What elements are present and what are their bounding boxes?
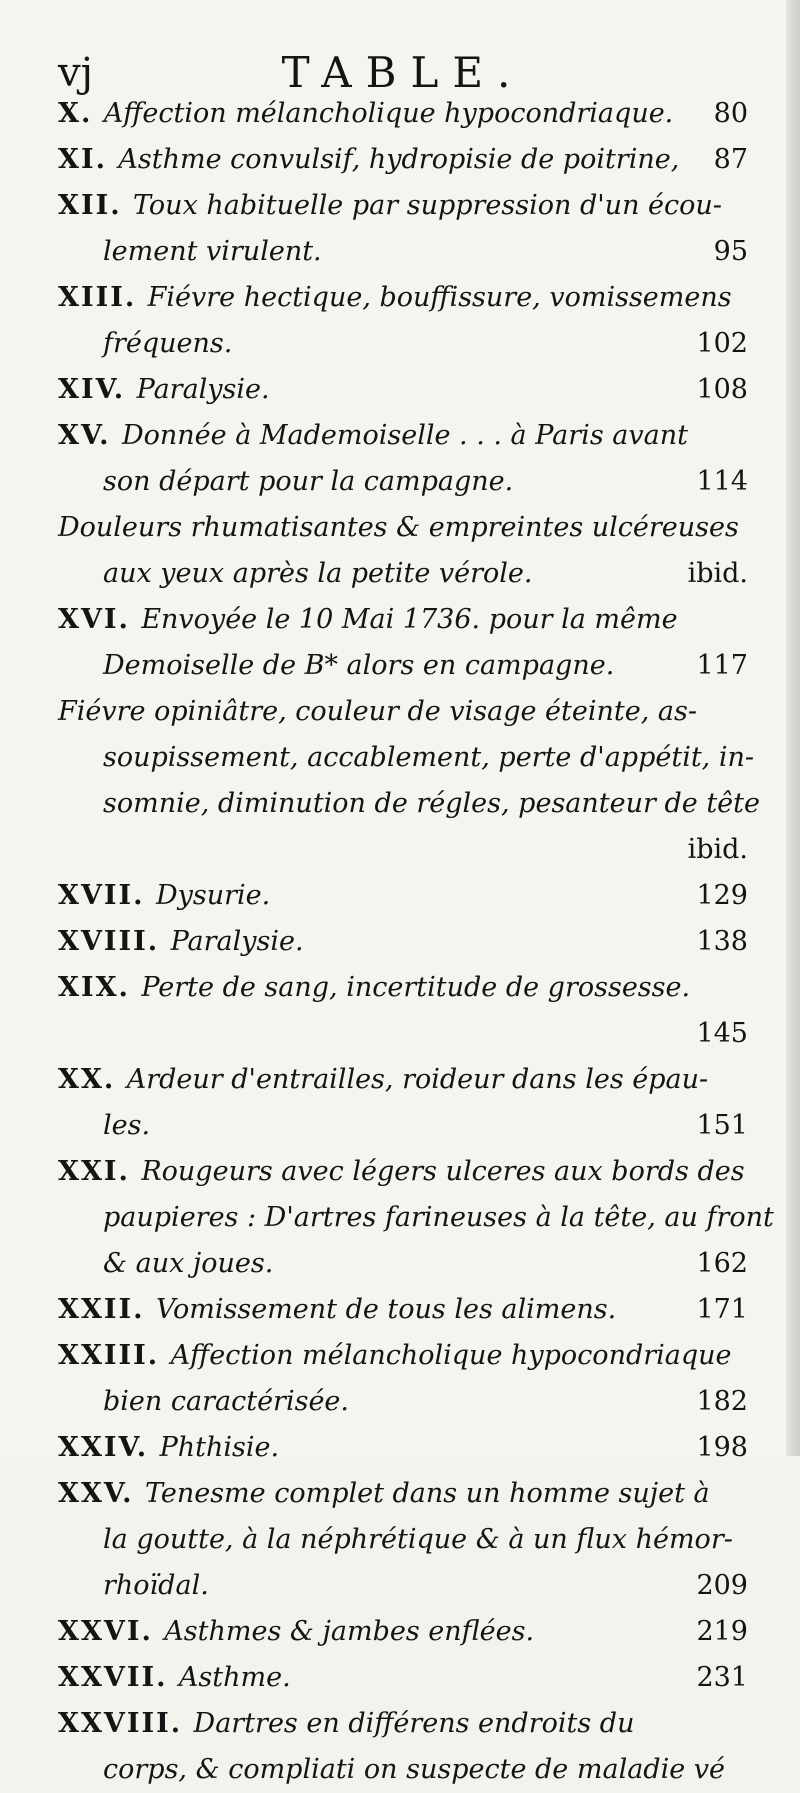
entry-text: bien caractérisée. — [103, 1386, 349, 1417]
toc-entry — [58, 919, 748, 965]
entry-page-reference: 151 — [696, 1110, 748, 1141]
toc-entry-first-line — [58, 183, 748, 229]
entry-text: Vomissement de tous les alimens. — [155, 1294, 617, 1325]
entry-text: Dysurie. — [155, 880, 271, 911]
entry-text: Asthmes & jambes enflées. — [164, 1616, 535, 1647]
toc-entry-first-line — [58, 965, 748, 1011]
entry-numeral: XII. — [58, 190, 134, 221]
toc-entry — [58, 1609, 748, 1655]
entry-text: soupissement, accablement, perte d'appétit, in- — [103, 742, 754, 773]
entry-page-reference: 219 — [696, 1616, 748, 1647]
toc-entry-first-line — [58, 597, 748, 643]
toc-entry — [58, 275, 748, 367]
entry-text: Asthme convulsif, hydropisie de poitrine, — [118, 144, 680, 175]
toc-entry-first-line — [58, 367, 748, 413]
toc-entry-first-line — [58, 1701, 748, 1747]
toc-entry — [58, 965, 748, 1057]
entry-text: corps, & compliati on suspecte de maladie vé — [103, 1754, 726, 1785]
toc-entry-continuation-line — [58, 1379, 748, 1425]
entry-page-reference: 198 — [696, 1432, 748, 1463]
toc-entry-continuation-line — [58, 551, 748, 597]
entry-text: Ardeur d'entrailles, roideur dans les épau- — [126, 1064, 709, 1095]
entry-numeral: XV. — [58, 420, 122, 451]
toc-entry-continuation-line — [58, 735, 754, 781]
toc-entry-first-line — [58, 505, 748, 551]
toc-entry — [58, 1057, 748, 1149]
toc-entry-first-line — [58, 1149, 748, 1195]
entry-text: la goutte, à la néphrétique & à un flux hémor- — [103, 1524, 733, 1555]
toc-entry — [58, 137, 748, 183]
page-edge-shadow — [786, 0, 800, 1456]
entry-text: lement virulent. — [103, 236, 322, 267]
toc-entry — [58, 91, 748, 137]
entry-text: les. — [103, 1110, 151, 1141]
toc-entry — [58, 1655, 748, 1701]
toc-entry-first-line — [58, 1609, 748, 1655]
toc-entry — [58, 873, 748, 919]
toc-entry-first-line — [58, 1655, 748, 1701]
entry-text: Toux habituelle par suppression d'un écou- — [133, 190, 722, 221]
toc-entry-first-line — [58, 1471, 748, 1517]
entry-numeral: XXVI. — [58, 1616, 165, 1647]
toc-entry-first-line — [58, 1425, 748, 1471]
entry-page-reference: 138 — [696, 926, 748, 957]
entry-text: Fiévre opiniâtre, couleur de visage éteinte, as- — [58, 696, 697, 727]
toc-entry-continuation-line — [58, 1563, 748, 1609]
entry-page-reference: 95 — [713, 236, 748, 267]
toc-entry-first-line — [58, 275, 748, 321]
entry-text: & aux joues. — [103, 1248, 274, 1279]
page-title: TABLE. — [281, 48, 525, 97]
toc-entry-first-line — [58, 919, 748, 965]
entry-numeral: XIV. — [58, 374, 137, 405]
page-number: vj — [58, 50, 93, 96]
entry-text: Douleurs rhumatisantes & empreintes ulcéreuses — [58, 512, 739, 543]
entry-page-reference: 171 — [696, 1294, 748, 1325]
toc-entry-continuation-line — [58, 1241, 748, 1287]
entry-numeral: XVIII. — [58, 926, 171, 957]
entry-numeral: XVII. — [58, 880, 156, 911]
toc-entry-continuation-line — [58, 459, 748, 505]
entry-text: Dartres en différens endroits du — [193, 1708, 635, 1739]
entry-text: Asthme. — [178, 1662, 291, 1693]
toc-entry-page-line — [58, 827, 748, 873]
entry-page-reference: 117 — [696, 650, 748, 681]
toc-entry-continuation-line — [58, 1195, 774, 1241]
toc-entry — [58, 1149, 774, 1287]
entry-page-reference: 80 — [713, 98, 748, 129]
entry-numeral: XIX. — [58, 972, 142, 1003]
entry-page-reference: 102 — [696, 328, 748, 359]
entry-numeral: XXVII. — [58, 1662, 179, 1693]
toc-entry — [58, 689, 760, 873]
entry-page-reference: 145 — [696, 1018, 748, 1049]
toc-entry-first-line — [58, 689, 748, 735]
table-of-contents — [58, 91, 774, 1793]
toc-entry — [58, 367, 748, 413]
entry-numeral: XXVIII. — [58, 1708, 194, 1739]
toc-entry-continuation-line — [58, 229, 748, 275]
toc-entry — [58, 1701, 748, 1793]
entry-text: aux yeux après la petite vérole. — [103, 558, 533, 589]
entry-numeral: XXI. — [58, 1156, 142, 1187]
entry-numeral: XIII. — [58, 282, 148, 313]
toc-entry-first-line — [58, 873, 748, 919]
toc-entry-first-line — [58, 1057, 748, 1103]
entry-page-reference: 231 — [696, 1662, 748, 1693]
toc-entry — [58, 505, 748, 597]
entry-text: fréquens. — [103, 328, 233, 359]
toc-entry-continuation-line — [58, 1103, 748, 1149]
toc-entry — [58, 1287, 748, 1333]
entry-numeral: X. — [58, 98, 104, 129]
entry-page-reference: 114 — [696, 466, 748, 497]
entry-page-reference: 182 — [696, 1386, 748, 1417]
entry-text: Donnée à Mademoiselle . . . à Paris avant — [121, 420, 688, 451]
entry-text: Rougeurs avec légers ulceres aux bords des — [141, 1156, 745, 1187]
entry-text: Paralysie. — [136, 374, 270, 405]
entry-numeral: XXIV. — [58, 1432, 160, 1463]
toc-entry — [58, 183, 748, 275]
toc-entry-continuation-line — [58, 321, 748, 367]
entry-text: Envoyée le 10 Mai 1736. pour la même — [141, 604, 678, 635]
entry-text: somnie, diminution de régles, pesanteur de tête — [103, 788, 760, 819]
entry-page-reference: 162 — [696, 1248, 748, 1279]
toc-entry-first-line — [58, 91, 748, 137]
toc-entry-first-line — [58, 413, 748, 459]
entry-numeral: XI. — [58, 144, 119, 175]
entry-numeral: XXII. — [58, 1294, 156, 1325]
entry-text: Phthisie. — [159, 1432, 280, 1463]
entry-text: Perte de sang, incertitude de grossesse. — [141, 972, 691, 1003]
entry-page-reference: 108 — [696, 374, 748, 405]
entry-page-reference: ibid. — [687, 834, 748, 865]
toc-entry-first-line — [58, 1333, 748, 1379]
toc-entry-continuation-line — [58, 781, 760, 827]
entry-page-reference: 209 — [696, 1570, 748, 1601]
entry-text: rhoïdal. — [103, 1570, 209, 1601]
toc-entry — [58, 1333, 748, 1425]
entry-text: Demoiselle de B* alors en campagne. — [103, 650, 615, 681]
entry-text: paupieres : D'artres farineuses à la tête, au front — [103, 1202, 774, 1233]
entry-text: son départ pour la campagne. — [103, 466, 514, 497]
entry-numeral: XXV. — [58, 1478, 145, 1509]
entry-text: Affection mélancholique hypocondriaque. — [103, 98, 674, 129]
entry-text: Paralysie. — [170, 926, 304, 957]
toc-entry — [58, 413, 748, 505]
entry-text: Fiévre hectique, bouffissure, vomissemens — [147, 282, 732, 313]
toc-entry — [58, 597, 748, 689]
toc-entry — [58, 1471, 748, 1609]
toc-entry-page-line — [58, 1011, 748, 1057]
toc-entry-continuation-line — [58, 643, 748, 689]
entry-numeral: XVI. — [58, 604, 142, 635]
entry-text: Affection mélancholique hypocondriaque — [170, 1340, 732, 1371]
toc-entry-continuation-line — [58, 1747, 748, 1793]
toc-entry-first-line — [58, 137, 748, 183]
toc-entry-continuation-line — [58, 1517, 748, 1563]
entry-numeral: XXIII. — [58, 1340, 171, 1371]
toc-entry-first-line — [58, 1287, 748, 1333]
entry-page-reference: 129 — [696, 880, 748, 911]
entry-numeral: XX. — [58, 1064, 127, 1095]
toc-entry — [58, 1425, 748, 1471]
entry-text: Tenesme complet dans un homme sujet à — [144, 1478, 710, 1509]
entry-page-reference: ibid. — [687, 558, 748, 589]
entry-page-reference: 87 — [713, 144, 748, 175]
